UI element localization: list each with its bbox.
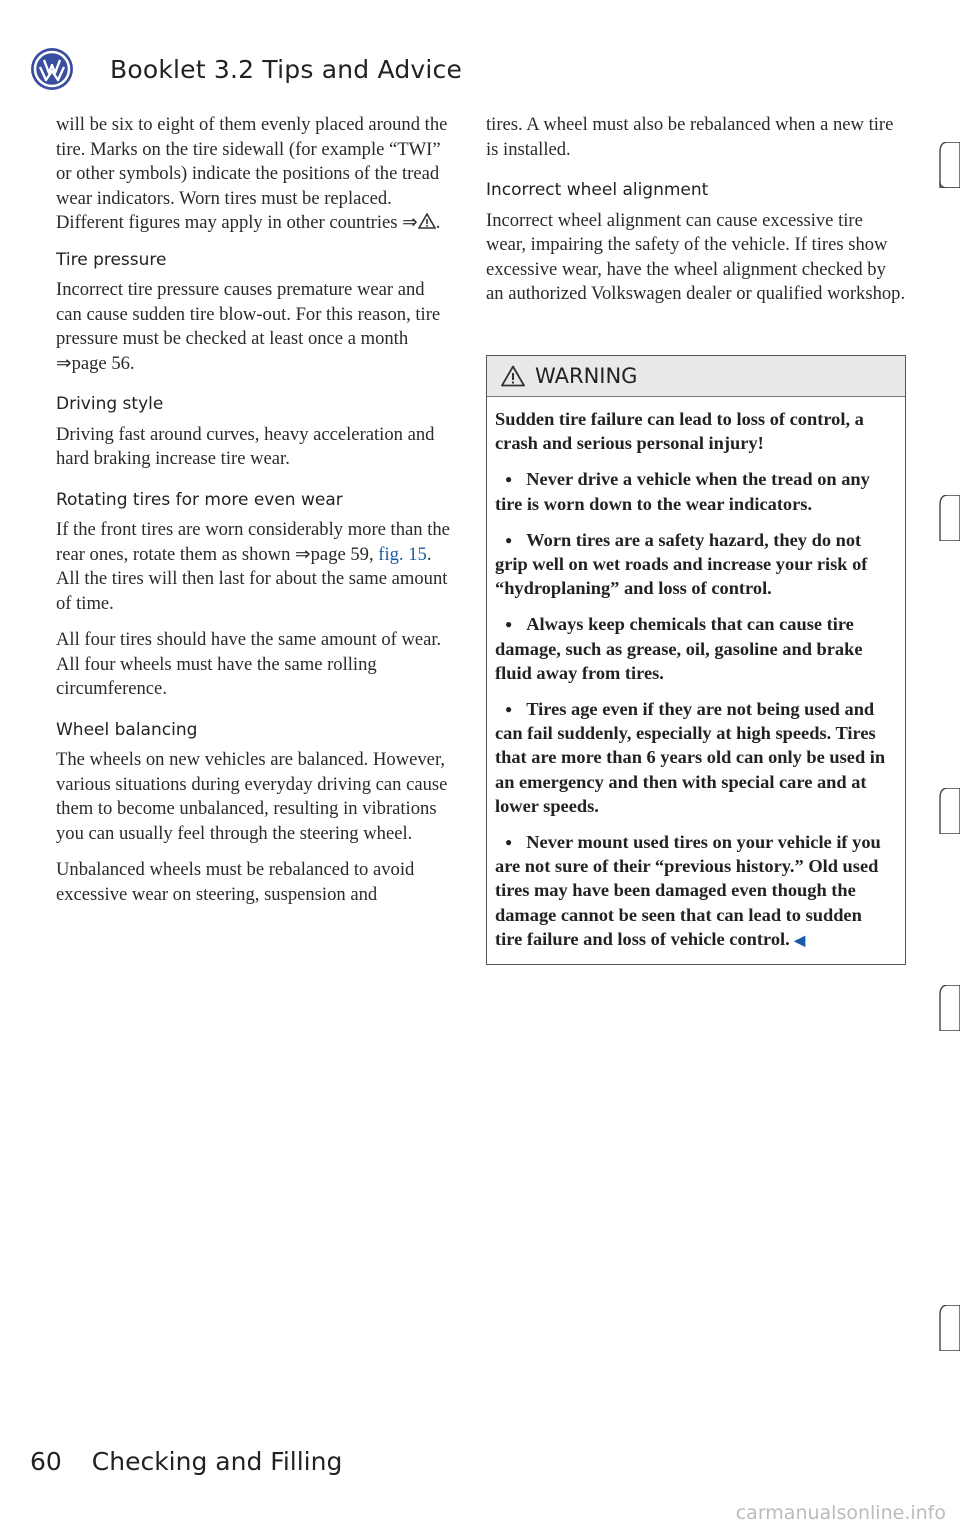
wheel-balancing-text-2: Unbalanced wheels must be rebalanced to avoid excessive wear on steering, suspension and [56,859,415,905]
warning-bullet: ● Tires age even if they are not being used and can fail suddenly, especially at high speeds. Tires that are more than 6 years old can only be used in an emergency and then with special care and at lower speeds. [495,697,893,818]
rotating-tires-text: If the front tires are worn considerably more than the rear ones, rotate them as shown ⇒page 59, fig. 15. All the tires will then last for about the same amount of time. [56,519,450,614]
page-tab-marker [938,495,960,541]
page-header [30,44,462,94]
warning-title: WARNING [535,364,638,388]
warning-bullet: ● Never drive a vehicle when the tread on any tire is worn down to the wear indicators. [495,467,893,515]
svg-text:VW: VW [52,73,54,74]
rotating-tires-heading: Rotating tires for more even wear [56,489,343,510]
wheel-balancing-heading: Wheel balancing [56,719,198,740]
watermark: carmanualsonline.info [735,1502,946,1524]
intro-paragraph: will be six to eight of them evenly placed around the tire. Marks on the tire sidewall (for example “TWI” or other symbols) indicate the positions of the tread wear indicators. Worn tires must be replaced. Different figures may apply in other countries ⇒ . [56,114,448,233]
wheel-balancing-text: The wheels on new vehicles are balanced. However, various situations during everyday driving can cause them to become unbalanced, resulting in vibrations you can usually feel through the steering wheel. [56,749,448,844]
incorrect-alignment-text: Incorrect wheel alignment can cause excessive tire wear, impairing the safety of the vehicle. If tires show excessive wear, have the wheel alignment checked by an authorized Volkswagen dealer or qualified workshop. [486,209,906,304]
tire-pressure-heading: Tire pressure [56,249,167,270]
warning-bullet: ● Worn tires are a safety hazard, they do not grip well on wet roads and increase your risk of “hydroplaning” and loss of control. [495,528,893,601]
page-number: 60 [30,1447,62,1476]
section-title: Checking and Filling [91,1447,343,1476]
vw-logo-icon [30,47,74,91]
warning-body [487,397,905,964]
warning-triangle-icon [501,365,525,387]
page-tab-marker [938,788,960,834]
warning-bullet: ● Never mount used tires on your vehicle if you are not sure of their “previous history.” Old used tires may have been damaged even though the damage cannot be seen that can lead to sudden tire failure and loss of vehicle control. ◀ [495,830,893,954]
tire-pressure-text: Incorrect tire pressure causes premature wear and can cause sudden tire blow-out. For this reason, tire pressure must be checked at least once a month ⇒page 56. [56,279,441,374]
end-of-section-icon: ◀ [794,933,806,949]
warning-box [486,355,906,965]
page-tab-marker [938,1305,960,1351]
page-footer [30,1447,342,1476]
rotating-tires-text-2: All four tires should have the same amount of wear. All four wheels must have the same rolling circumference. [56,629,442,699]
fig-15-link[interactable]: fig. 15 [378,543,427,565]
warning-intro: Sudden tire failure can lead to loss of control, a crash and serious personal injury! [495,409,864,454]
page-tab-marker [938,985,960,1031]
page-tab-marker [938,142,960,188]
right-column [486,113,906,319]
warning-header [487,356,905,397]
left-column [56,113,454,919]
warning-bullet: ● Always keep chemicals that can cause tire damage, such as grease, oil, gasoline and brake fluid away from tires. [495,612,893,685]
driving-style-text: Driving fast around curves, heavy acceleration and hard braking increase tire wear. [56,423,435,469]
page-title: Booklet 3.2 Tips and Advice [110,54,463,84]
incorrect-alignment-heading: Incorrect wheel alignment [486,180,709,200]
rebalance-paragraph: tires. A wheel must also be rebalanced when a new tire is installed. [486,114,894,160]
driving-style-heading: Driving style [56,394,164,414]
warning-triangle-icon [418,213,436,229]
